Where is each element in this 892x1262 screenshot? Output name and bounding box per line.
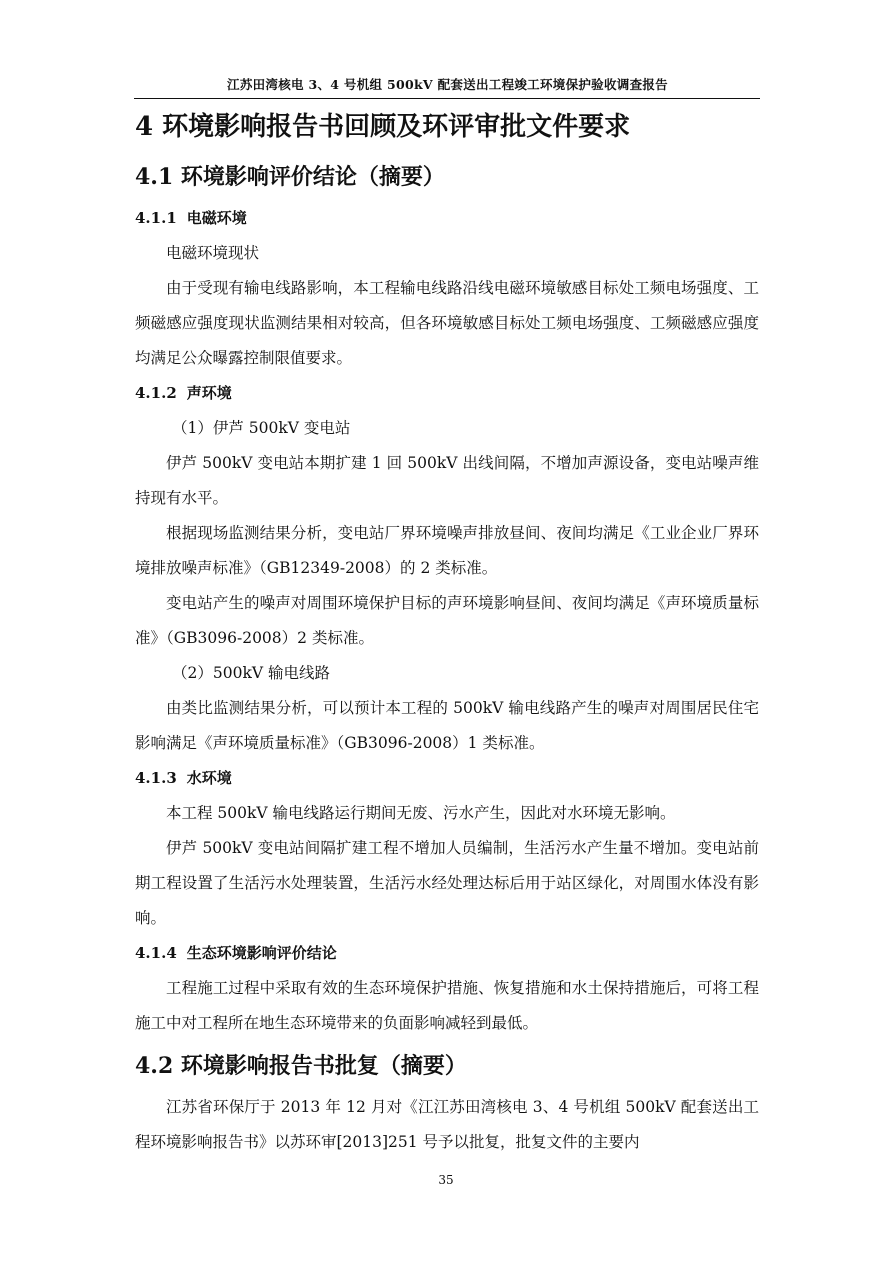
- subsection-4-1-4-heading: [135, 936, 759, 971]
- page-number: 35: [438, 1173, 454, 1187]
- subsection-title: 生态环境影响评价结论: [186, 944, 337, 962]
- paragraph: 本工程 500kV 输电线路运行期间无废、污水产生，因此对水环境无影响。: [166, 804, 676, 822]
- paragraph: 伊芦 500kV 变电站间隔扩建工程不增加人员编制，生活污水产生量不增加。变电站前期工程设置了生活污水处理装置，生活污水经处理达标后用于站区绿化，对周围水体没有影响。: [135, 839, 759, 927]
- subsection-4-1-1-heading: [135, 201, 759, 236]
- paragraph: 由于受现有输电线路影响，本工程输电线路沿线电磁环境敏感目标处工频电场强度、工频磁感应强度现状监测结果相对较高，但各环境敏感目标处工频电场强度、工频磁感应强度均满足公众曝露控制限值要求。: [135, 279, 759, 367]
- paragraph: 伊芦 500kV 变电站本期扩建 1 回 500kV 出线间隔，不增加声源设备，变电站噪声维持现有水平。: [135, 454, 759, 507]
- paragraph-label: 电磁环境现状: [166, 244, 260, 262]
- chapter-title: 4 环境影响报告书回顾及环评审批文件要求: [135, 112, 631, 142]
- subsection-4-1-2-heading: [135, 376, 759, 411]
- section-4-2-title: 4.2 环境影响报告书批复（摘要）: [135, 1053, 467, 1079]
- paragraph: 由类比监测结果分析，可以预计本工程的 500kV 输电线路产生的噪声对周围居民住宅影响满足《声环境质量标准》（GB3096-2008）1 类标准。: [135, 699, 759, 752]
- paragraph: 江苏省环保厅于 2013 年 12 月对《江江苏田湾核电 3、4 号机组 500kV 配套送出工程环境影响报告书》以苏环审[2013]251 号予以批复，批复文件的主要内: [135, 1098, 759, 1151]
- paragraph: 根据现场监测结果分析，变电站厂界环境噪声排放昼间、夜间均满足《工业企业厂界环境排放噪声标准》（GB12349-2008）的 2 类标准。: [135, 524, 759, 577]
- subsection-number: 4.1.4: [135, 944, 177, 962]
- header-divider: [134, 98, 760, 99]
- subsection-number: 4.1.1: [135, 209, 177, 227]
- subsection-title: 水环境: [186, 769, 232, 787]
- subsection-4-1-3-heading: [135, 761, 759, 796]
- subsection-title: 声环境: [186, 384, 232, 402]
- subsection-title: 电磁环境: [186, 209, 247, 227]
- paragraph: 工程施工过程中采取有效的生态环境保护措施、恢复措施和水土保持措施后，可将工程施工中对工程所在地生态环境带来的负面影响减轻到最低。: [135, 979, 759, 1032]
- page-body: [135, 106, 759, 1160]
- list-item-heading: （1）伊芦 500kV 变电站: [172, 419, 351, 437]
- paragraph: 变电站产生的噪声对周围环境保护目标的声环境影响昼间、夜间均满足《声环境质量标准》（GB3096-2008）2 类标准。: [135, 594, 759, 647]
- running-header: 江苏田湾核电 3、4 号机组 500kV 配套送出工程竣工环境保护验收调查报告: [227, 77, 668, 92]
- list-item-heading: （2）500kV 输电线路: [172, 664, 330, 682]
- subsection-number: 4.1.2: [135, 384, 177, 402]
- section-4-1-title: 4.1 环境影响评价结论（摘要）: [135, 164, 445, 190]
- subsection-number: 4.1.3: [135, 769, 177, 787]
